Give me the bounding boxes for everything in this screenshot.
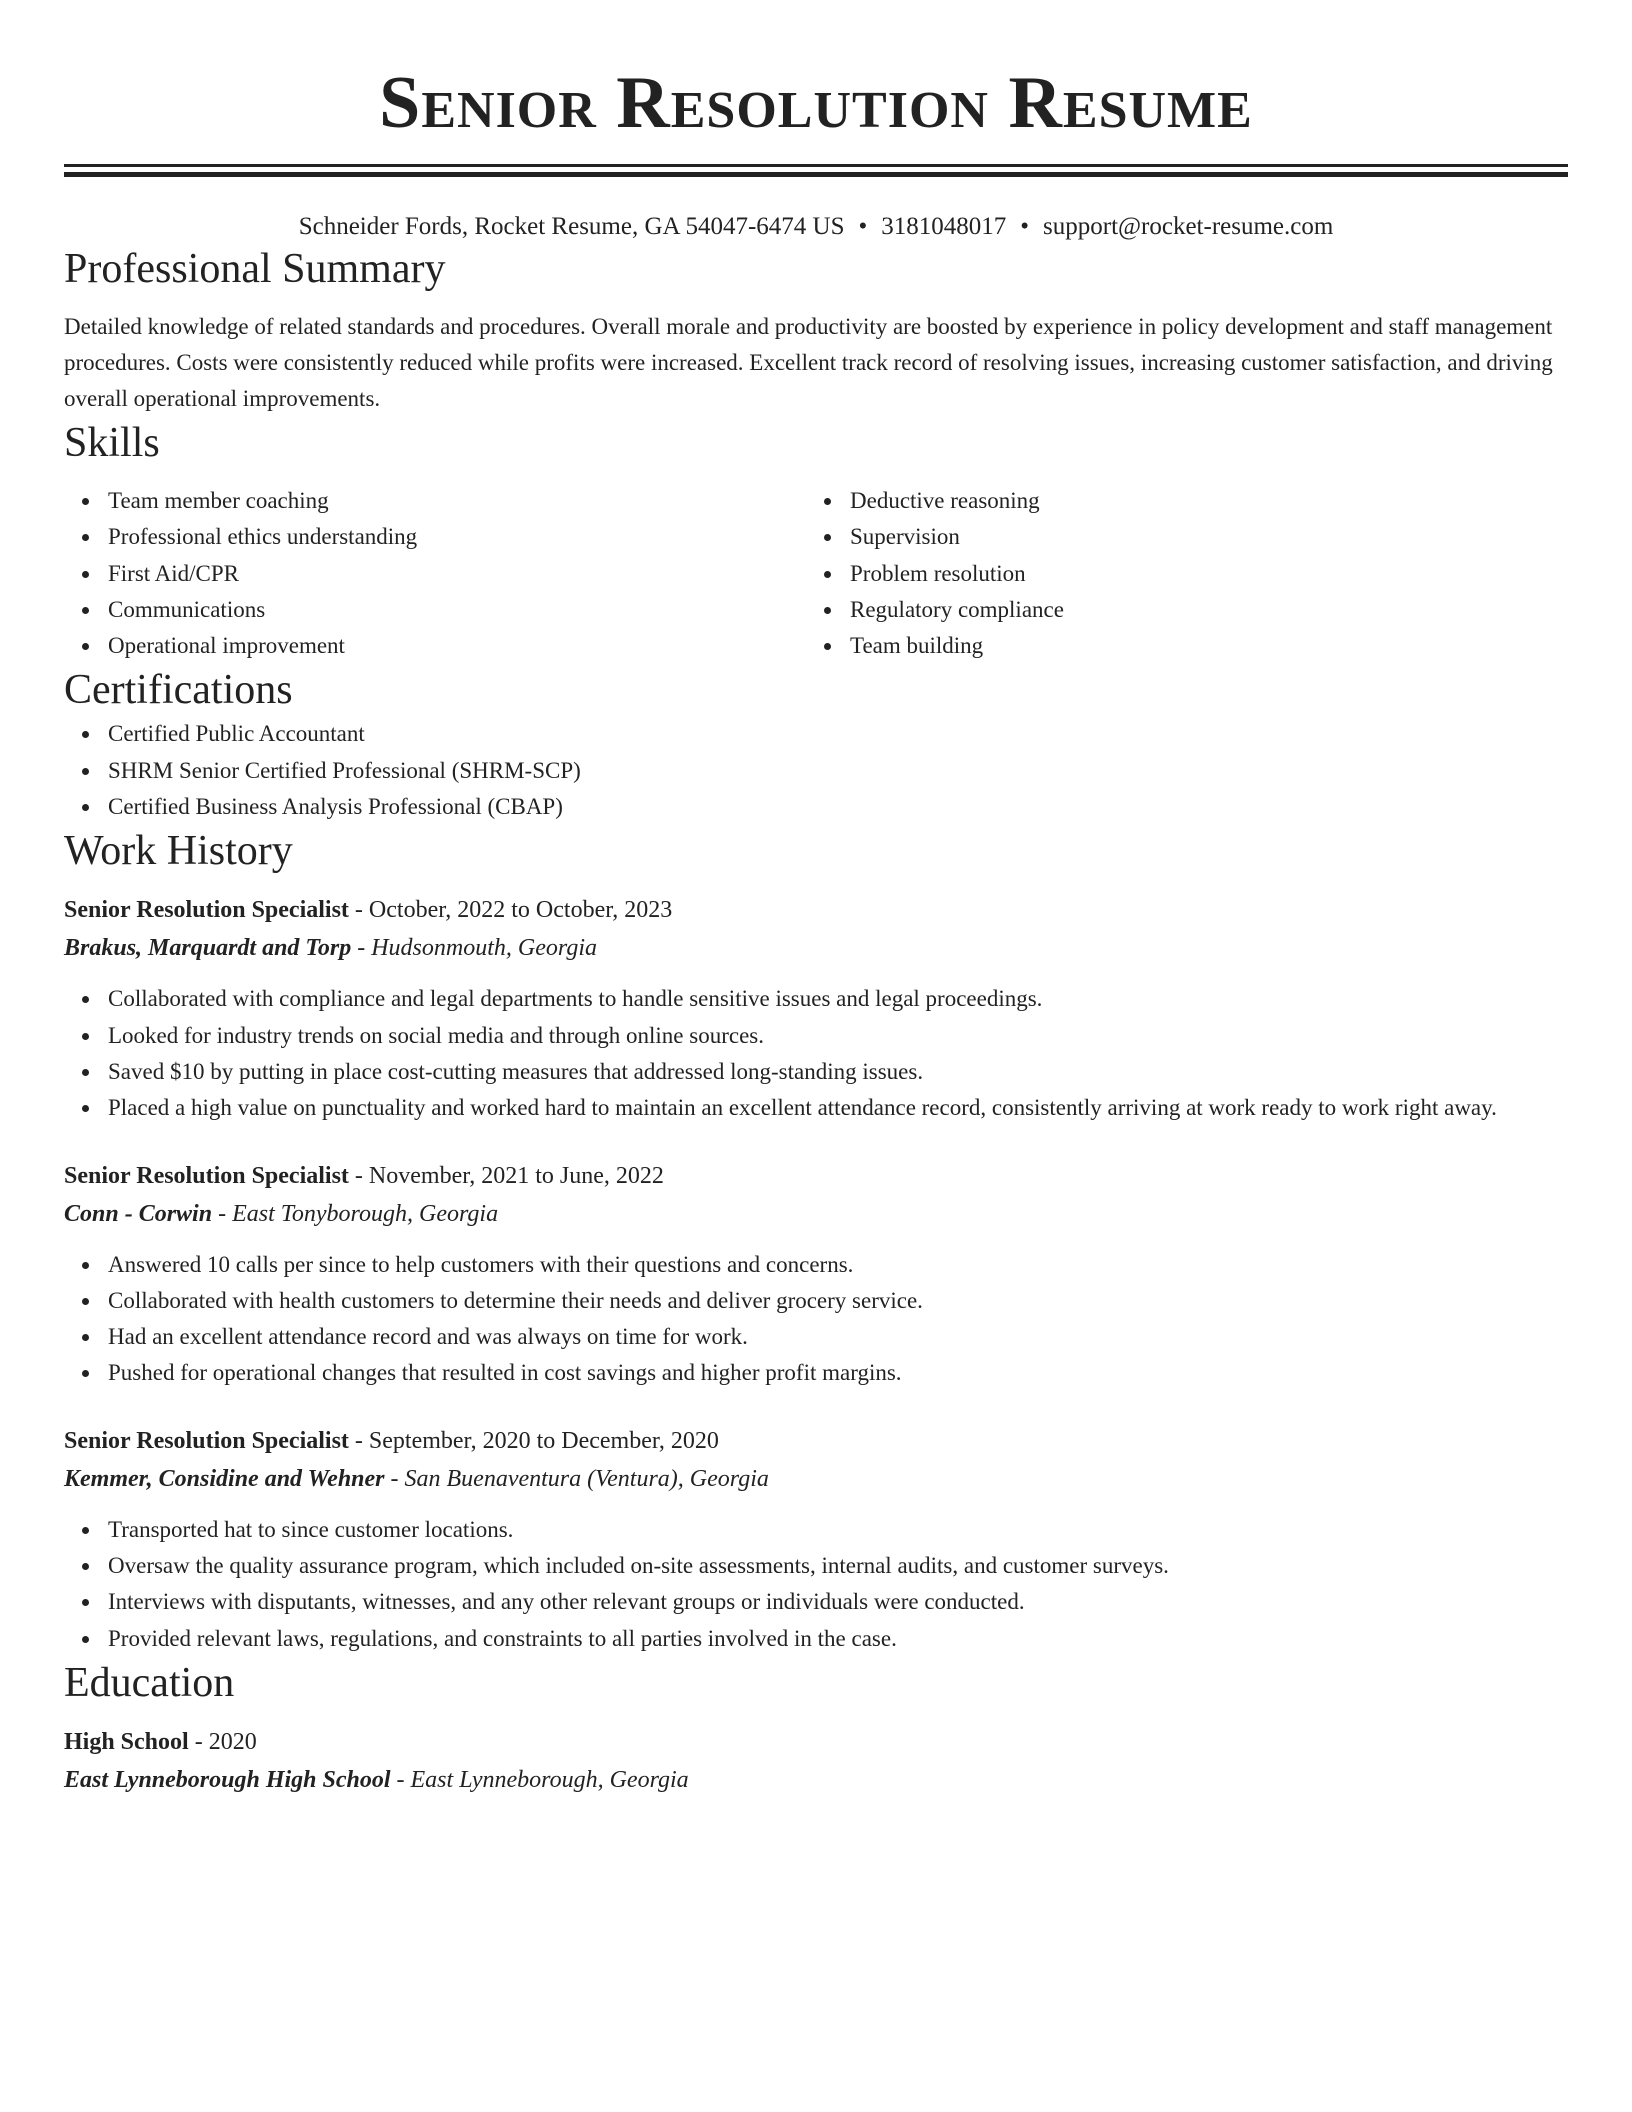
contact-line (64, 211, 1568, 243)
job-company-line (64, 929, 1568, 967)
job-dates: - November, 2021 to June, 2022 (348, 1162, 664, 1189)
job-title-line (64, 891, 1568, 929)
certification-item: SHRM Senior Certified Professional (SHRM-SCP) (108, 753, 1568, 789)
skills-heading: Skills (64, 420, 160, 466)
work-history-heading: Work History (64, 828, 293, 875)
job-duty: Answered 10 calls per since to help customers with their questions and concerns. (108, 1247, 1568, 1283)
job-location: - Hudsonmouth, Georgia (351, 935, 597, 962)
job-entry (64, 1422, 1568, 1657)
skill-item: Regulatory compliance (850, 592, 1548, 628)
contact-email: support@rocket-resume.com (1043, 213, 1334, 240)
education-entry (64, 1723, 1568, 1799)
skills-list-left (64, 483, 806, 664)
education-location: - East Lynneborough, Georgia (390, 1766, 689, 1793)
education-year: - 2020 (188, 1728, 257, 1755)
job-duty: Pushed for operational changes that resulted in cost savings and higher profit margins. (108, 1355, 1568, 1391)
job-title-line (64, 1422, 1568, 1460)
job-dates: - September, 2020 to December, 2020 (348, 1427, 719, 1454)
contact-separator: • (1020, 213, 1030, 240)
contact-phone: 3181048017 (881, 213, 1007, 240)
job-duty: Looked for industry trends on social media and through online sources. (108, 1018, 1568, 1054)
job-title-line (64, 1157, 1568, 1195)
certification-item: Certified Public Accountant (108, 716, 1568, 752)
education-degree-line (64, 1723, 1568, 1761)
skill-item: Supervision (850, 519, 1548, 555)
job-duty: Placed a high value on punctuality and worked hard to maintain an excellent attendance record, consistently arriving at work ready to work right away. (108, 1090, 1568, 1126)
job-role: Senior Resolution Specialist (64, 1162, 349, 1189)
skills-column-left (64, 483, 806, 664)
job-entry (64, 1157, 1568, 1392)
job-entry (64, 891, 1568, 1126)
skill-item: Communications (108, 592, 806, 628)
job-duty: Collaborated with compliance and legal departments to handle sensitive issues and legal proceedings. (108, 981, 1568, 1017)
certifications-list (64, 716, 1568, 825)
job-role: Senior Resolution Specialist (64, 1427, 349, 1454)
skill-item: Operational improvement (108, 628, 806, 664)
job-duty: Oversaw the quality assurance program, which included on-site assessments, internal audits, and customer surveys. (108, 1548, 1568, 1584)
summary-text: Detailed knowledge of related standards and procedures. Overall morale and productivity are boosted by experience in policy development and staff management procedures. Costs were consistently reduced while profits were increased. Excellent track record of resolving issues, increasing customer satisfaction, and driving overall operational improvements. (64, 314, 1553, 411)
summary-heading: Professional Summary (64, 246, 446, 292)
job-role: Senior Resolution Specialist (64, 897, 349, 924)
education-heading: Education (64, 1659, 235, 1706)
skill-item: Professional ethics understanding (108, 519, 806, 555)
job-duties-list (64, 1512, 1568, 1657)
job-company: Kemmer, Considine and Wehner (64, 1465, 385, 1492)
job-duty: Had an excellent attendance record and was always on time for work. (108, 1319, 1568, 1355)
skill-item: Team member coaching (108, 483, 806, 519)
header-divider (64, 164, 1568, 177)
job-duty: Collaborated with health customers to determine their needs and deliver grocery service. (108, 1283, 1568, 1319)
contact-address: Schneider Fords, Rocket Resume, GA 54047-6474 US (298, 213, 845, 240)
job-duty: Saved $10 by putting in place cost-cutting measures that addressed long-standing issues. (108, 1054, 1568, 1090)
certifications-heading: Certifications (64, 667, 293, 714)
job-duty: Provided relevant laws, regulations, and constraints to all parties involved in the case. (108, 1621, 1568, 1657)
job-company: Conn - Corwin (64, 1200, 213, 1227)
contact-separator: • (858, 213, 868, 240)
education-school: East Lynneborough High School (64, 1766, 391, 1793)
job-duty: Transported hat to since customer locations. (108, 1512, 1568, 1548)
skill-item: First Aid/CPR (108, 556, 806, 592)
education-school-line (64, 1761, 1568, 1799)
job-location: - San Buenaventura (Ventura), Georgia (384, 1465, 769, 1492)
skills-grid (64, 483, 1568, 664)
job-duties-list (64, 981, 1568, 1126)
job-duty: Interviews with disputants, witnesses, and any other relevant groups or individuals were conducted. (108, 1584, 1568, 1620)
job-company: Brakus, Marquardt and Torp (64, 935, 352, 962)
certification-item: Certified Business Analysis Professional (CBAP) (108, 789, 1568, 825)
skill-item: Problem resolution (850, 556, 1548, 592)
job-company-line (64, 1195, 1568, 1233)
education-degree: High School (64, 1728, 189, 1755)
skills-list-right (806, 483, 1548, 664)
job-duties-list (64, 1247, 1568, 1392)
job-location: - East Tonyborough, Georgia (212, 1200, 499, 1227)
skills-column-right (806, 483, 1548, 664)
skill-item: Deductive reasoning (850, 483, 1548, 519)
job-company-line (64, 1460, 1568, 1498)
job-dates: - October, 2022 to October, 2023 (348, 897, 673, 924)
skill-item: Team building (850, 628, 1548, 664)
resume-title: Senior Resolution Resume (379, 62, 1253, 144)
